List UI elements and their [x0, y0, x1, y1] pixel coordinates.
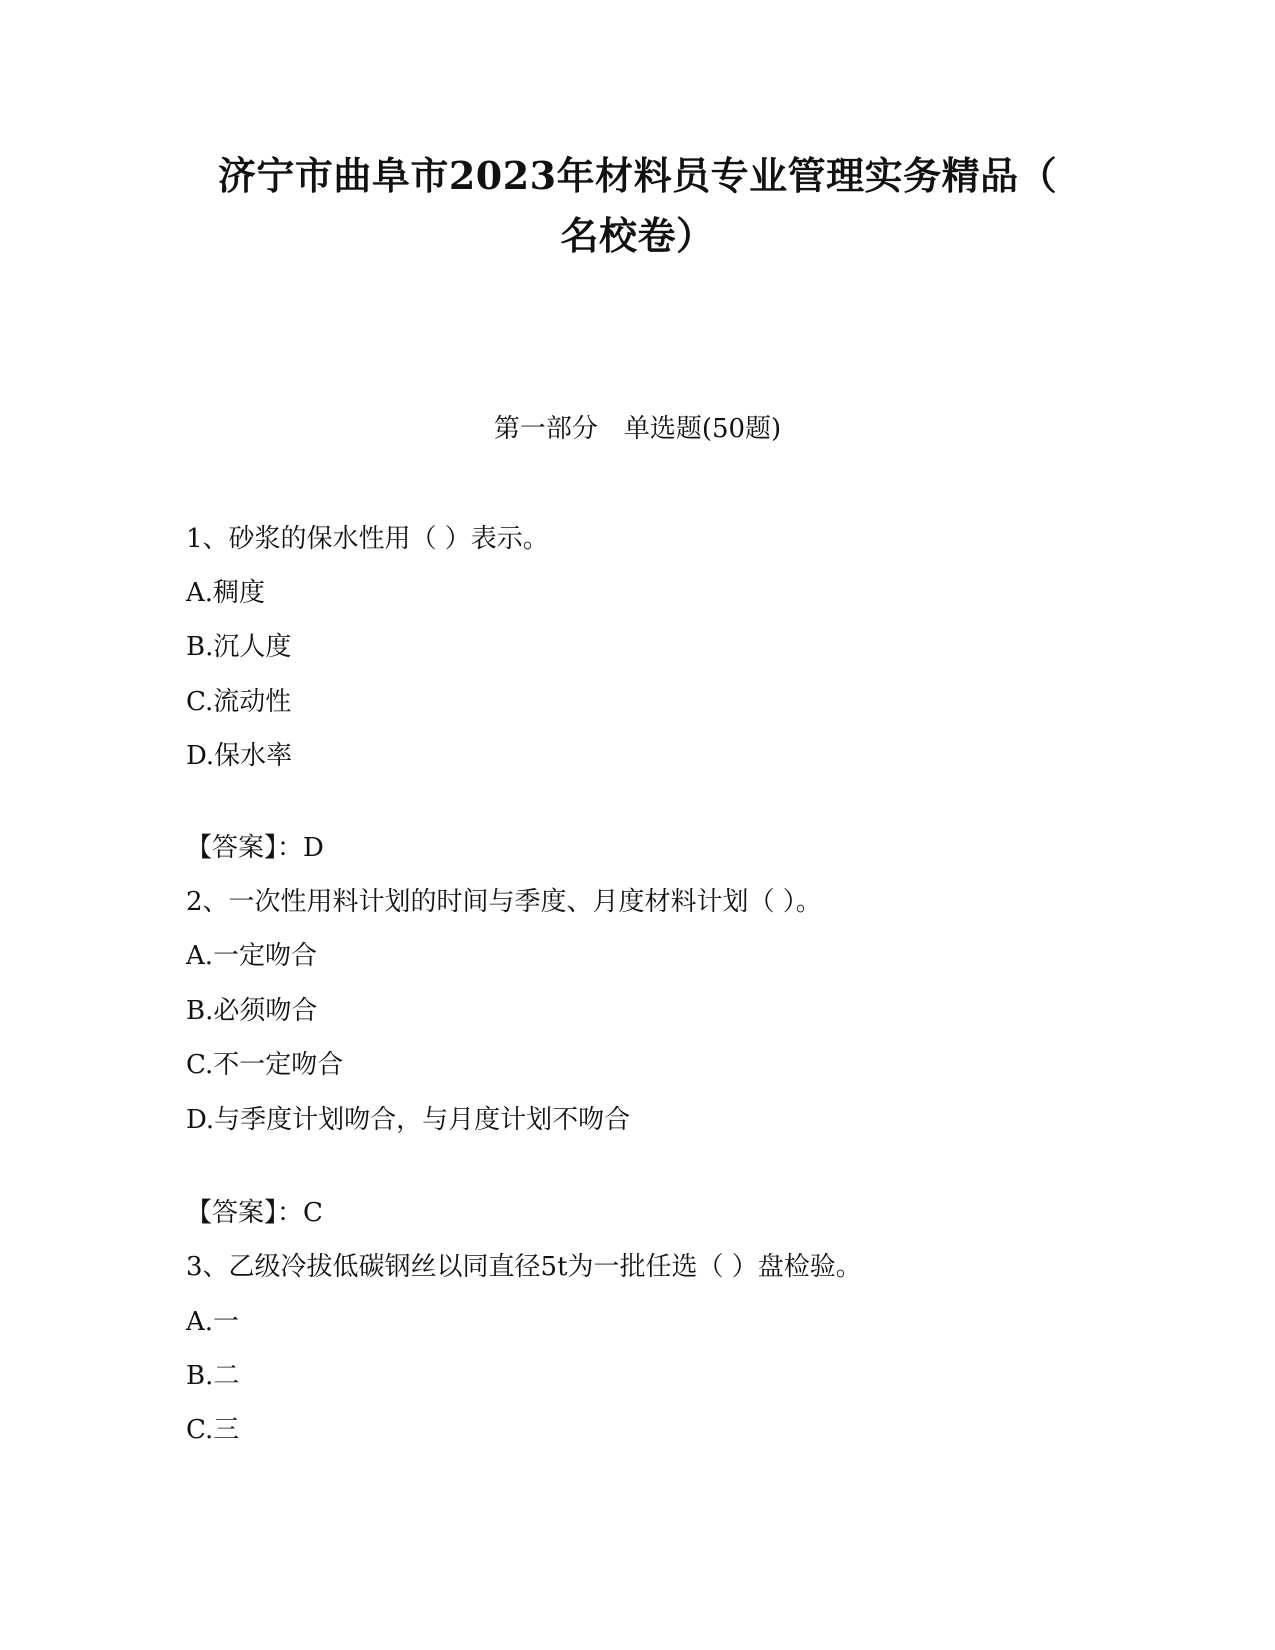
- question-2-option-b: B.必须吻合: [186, 996, 318, 1026]
- question-1-option-a: A.稠度: [186, 578, 266, 608]
- question-3-option-b: B.二: [186, 1361, 240, 1391]
- question-3-option-c: C.三: [186, 1415, 240, 1445]
- question-3-option-a: A.一: [186, 1307, 240, 1337]
- question-1-option-b: B.沉人度: [186, 632, 292, 662]
- title-line-2: 名校卷）: [560, 213, 715, 258]
- question-1-answer: 【答案】：D: [186, 833, 324, 863]
- section-heading: 第一部分 单选题(50题): [493, 414, 782, 444]
- title-line-1: 济宁市曲阜市2023年材料员专业管理实务精品（: [217, 153, 1058, 198]
- question-2-option-d: D.与季度计划吻合，与月度计划不吻合: [186, 1105, 631, 1135]
- question-2-option-a: A.一定吻合: [186, 941, 318, 971]
- question-2-answer: 【答案】：C: [186, 1198, 323, 1228]
- question-2-stem: 2、一次性用料计划的时间与季度、月度材料计划（ ）。: [186, 887, 822, 917]
- document-title: [150, 146, 1125, 266]
- question-2-option-c: C.不一定吻合: [186, 1050, 344, 1080]
- question-1-stem: 1、砂浆的保水性用（ ）表示。: [186, 524, 549, 554]
- question-1-option-c: C.流动性: [186, 687, 292, 717]
- question-3-stem: 3、乙级冷拔低碳钢丝以同直径5t为一批任选（ ）盘检验。: [186, 1252, 862, 1282]
- question-1-option-d: D.保水率: [186, 741, 293, 771]
